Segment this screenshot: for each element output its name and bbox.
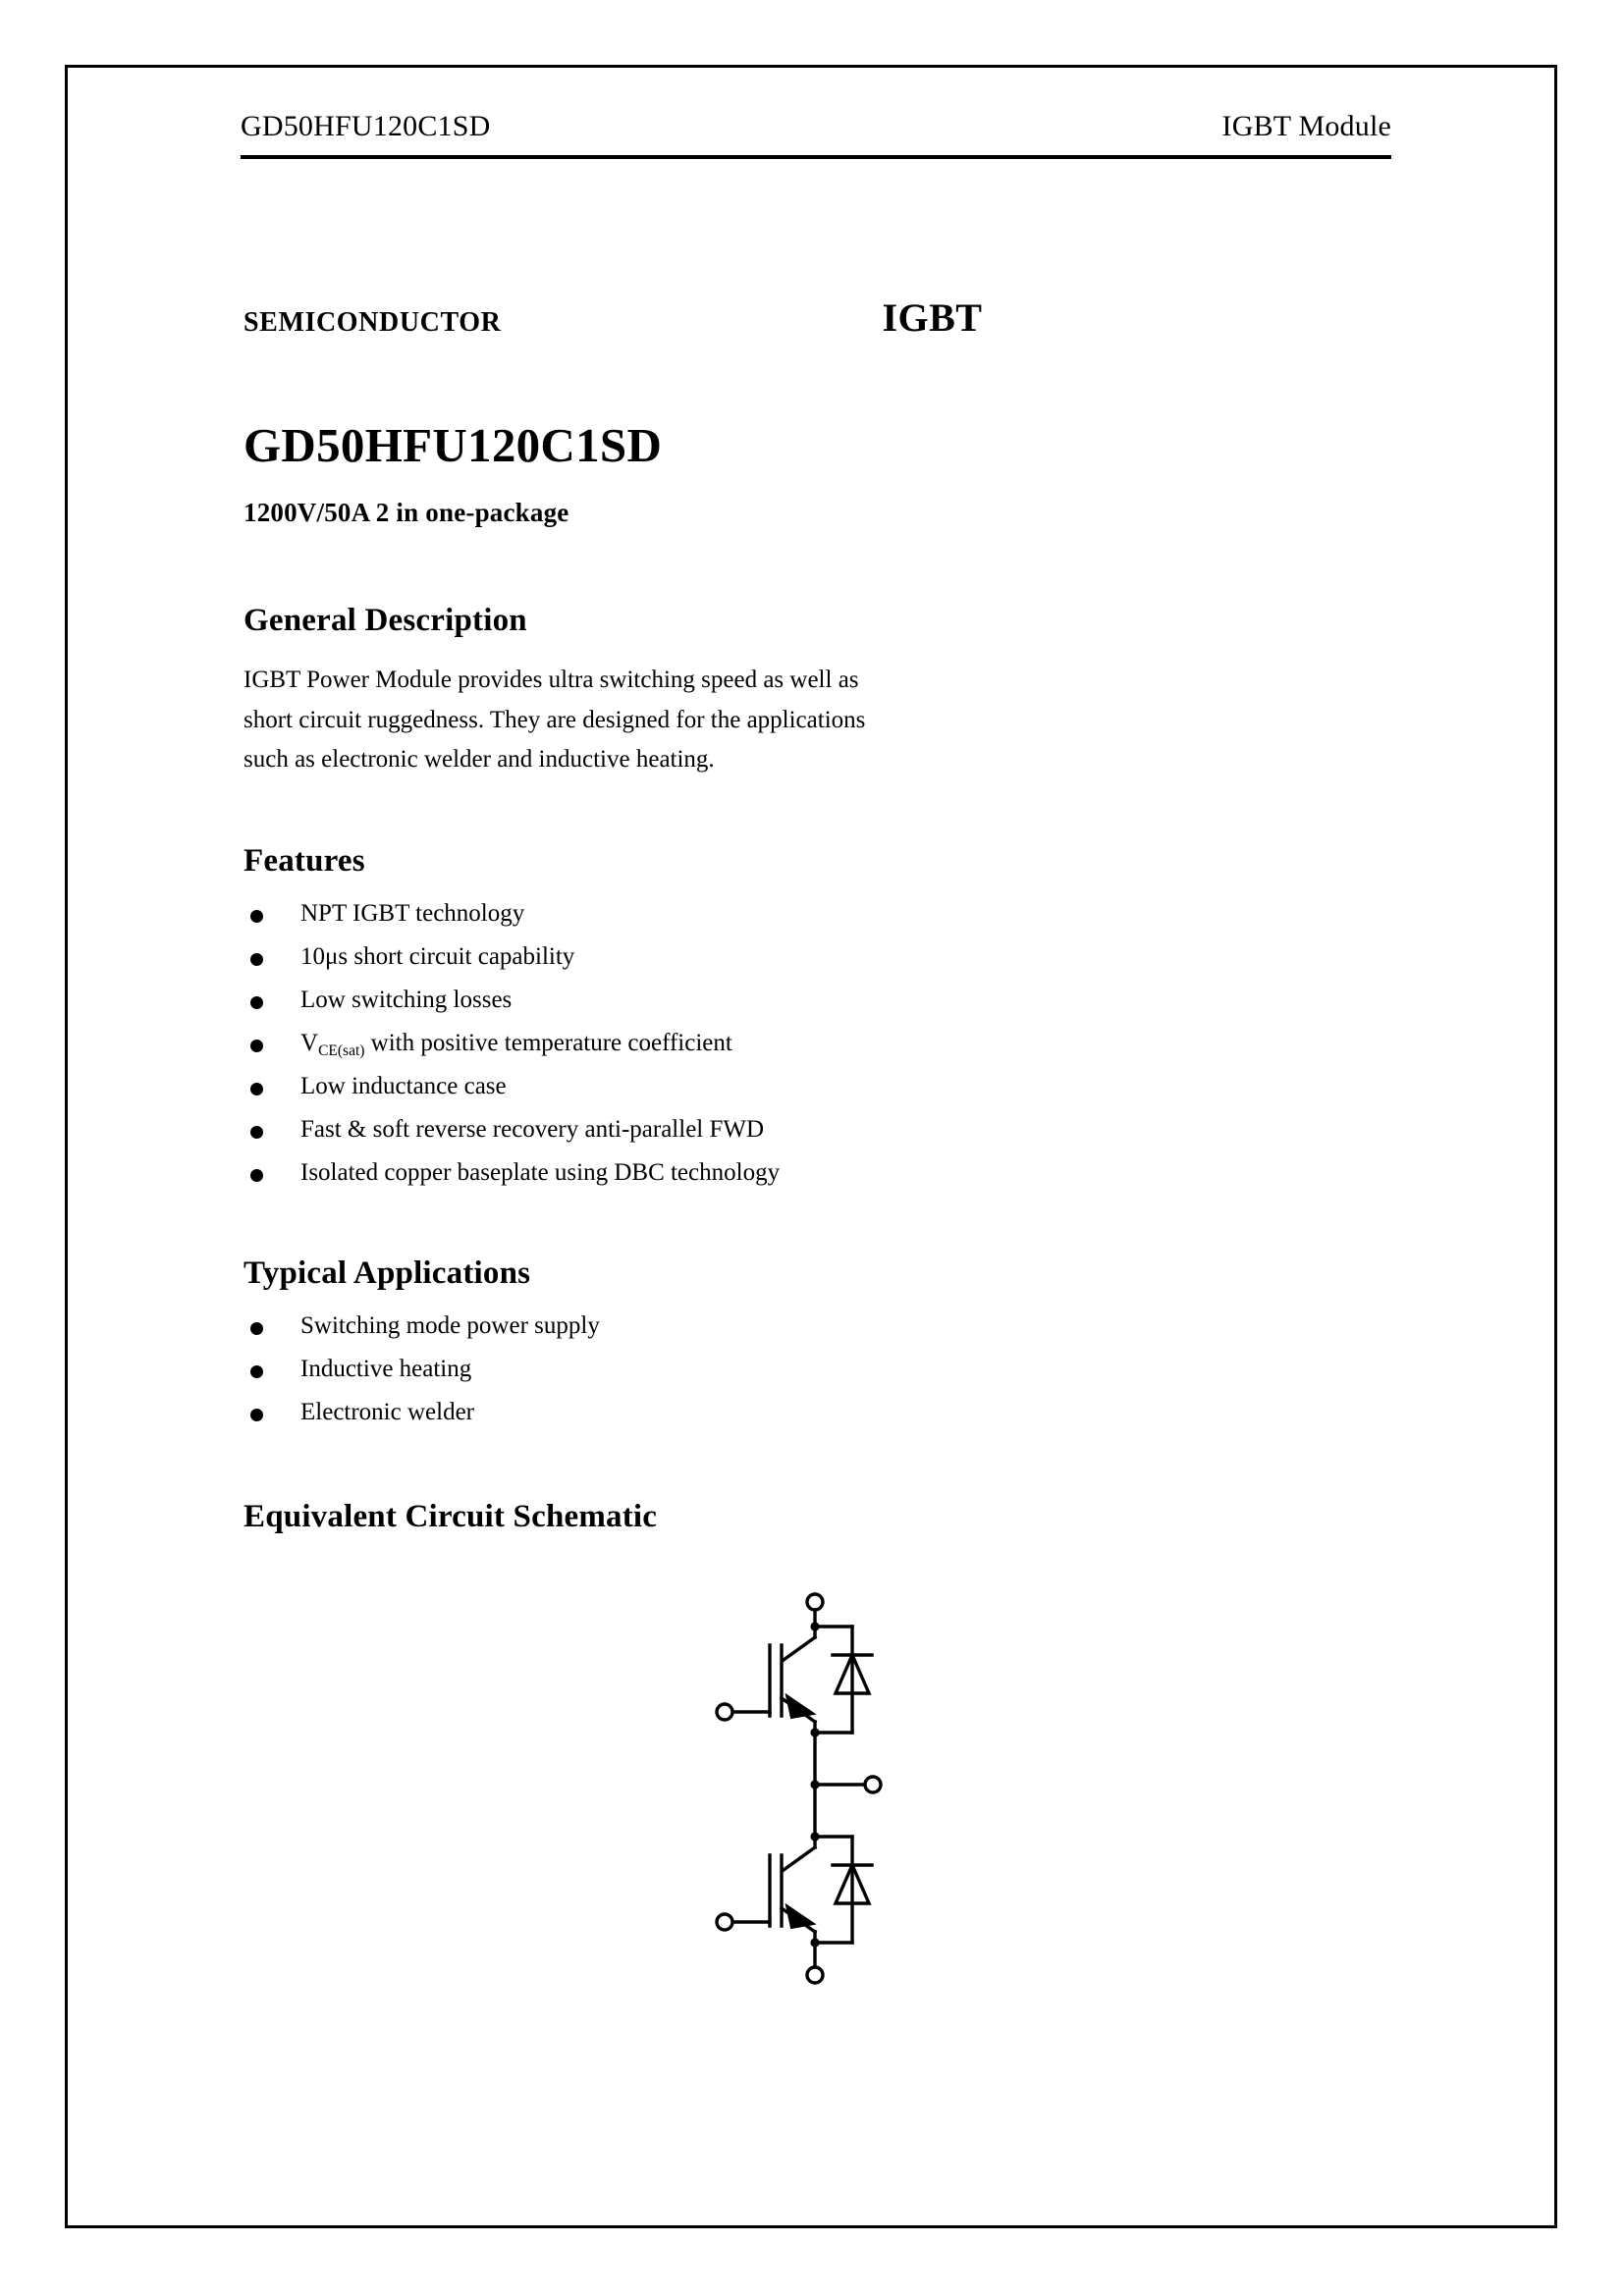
product-subtitle: 1200V/50A 2 in one-package [244, 498, 569, 528]
application-text: Electronic welder [300, 1398, 474, 1425]
document-header [241, 110, 1391, 143]
equivalent-circuit-diagram [676, 1578, 970, 2030]
features-heading: Features [244, 842, 365, 879]
lower-emitter-arrow-icon [786, 1905, 814, 1928]
upper-emitter-arrow-icon [786, 1695, 814, 1718]
page-content [244, 294, 1402, 2030]
feature-text: Low switching losses [300, 986, 513, 1013]
lower-collector-slant [784, 1847, 815, 1870]
bullet-icon [250, 1083, 263, 1095]
bullet-icon [250, 1169, 263, 1182]
list-item [244, 988, 1402, 1012]
header-divider-rule [241, 155, 1391, 159]
general-description-heading: General Description [244, 603, 527, 639]
bullet-icon [250, 1365, 263, 1378]
bullet-icon [250, 1409, 263, 1421]
list-item [244, 1074, 1402, 1098]
page-title: GD50HFU120C1SD [244, 418, 663, 472]
typical-applications-heading: Typical Applications [244, 1255, 531, 1291]
application-text: Switching mode power supply [300, 1311, 600, 1339]
equivalent-circuit-schematic-heading: Equivalent Circuit Schematic [244, 1498, 658, 1534]
bullet-icon [250, 953, 263, 966]
bullet-icon [250, 910, 263, 923]
features-list [244, 901, 1402, 1185]
list-item [244, 1029, 1402, 1059]
collector-terminal-icon [807, 1594, 823, 1610]
list-item [244, 1400, 1402, 1424]
feature-symbol: V [300, 1029, 319, 1056]
brand-semiconductor-label: SEMICONDUCTOR [244, 307, 502, 338]
feature-text: with positive temperature coefficient [364, 1029, 732, 1056]
list-item [244, 1313, 1402, 1338]
feature-text: NPT IGBT technology [300, 899, 525, 927]
feature-text: Fast & soft reverse recovery anti-parallel FWD [300, 1115, 765, 1143]
application-text: Inductive heating [300, 1355, 472, 1382]
feature-text: Low inductance case [300, 1072, 507, 1099]
upper-collector-slant [784, 1637, 815, 1660]
list-item [244, 1357, 1402, 1381]
bullet-icon [250, 1040, 263, 1052]
bullet-icon [250, 1322, 263, 1335]
brand-row [244, 294, 1402, 359]
list-item [244, 901, 1402, 926]
feature-symbol-subscript: CE(sat) [318, 1041, 365, 1059]
header-document-type: IGBT Module [1221, 110, 1391, 142]
emitter-terminal-icon [807, 1967, 823, 1983]
equivalent-circuit-schematic-figure [244, 1578, 1402, 2030]
gate-terminal-upper-icon [717, 1704, 732, 1720]
list-item [244, 944, 1402, 969]
typical-applications-list [244, 1313, 1402, 1424]
general-description-body: IGBT Power Module provides ultra switching speed as well as short circuit ruggedness. They are designed for the applications such as electronic welder and inductive heating. [244, 667, 866, 774]
product-family-label: IGBT [882, 295, 983, 340]
output-terminal-icon [865, 1777, 881, 1792]
list-item [244, 1160, 1402, 1185]
gate-terminal-lower-icon [717, 1914, 732, 1930]
feature-text: Isolated copper baseplate using DBC technology [300, 1158, 781, 1186]
feature-text: 10μs short circuit capability [300, 942, 575, 970]
bullet-icon [250, 1126, 263, 1139]
bullet-icon [250, 996, 263, 1009]
header-part-number: GD50HFU120C1SD [241, 110, 491, 142]
list-item [244, 1117, 1402, 1142]
